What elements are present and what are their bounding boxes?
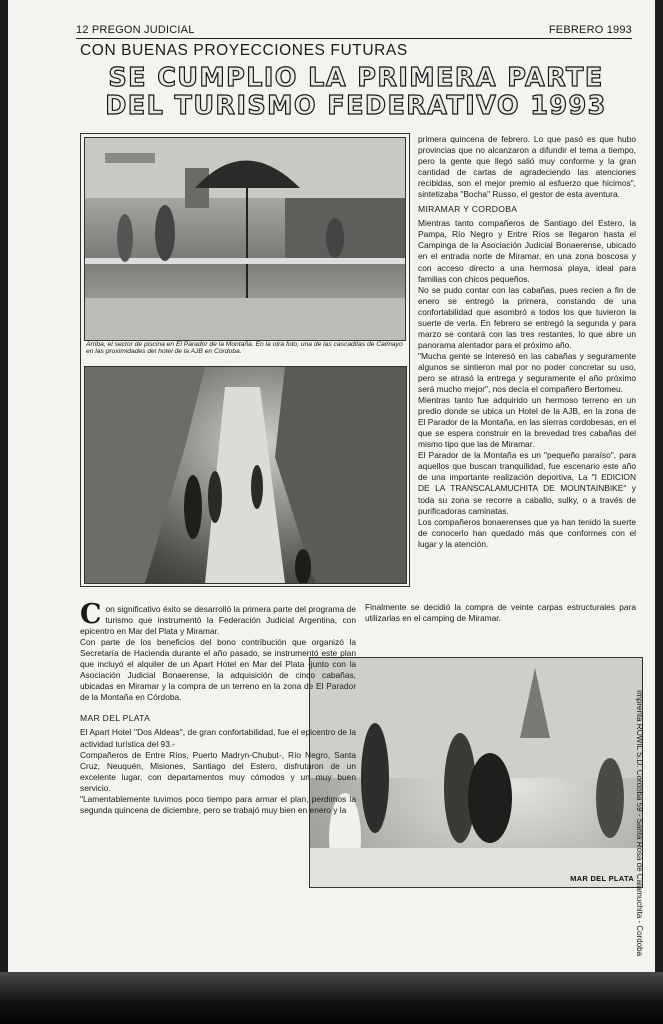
beach-scene-icon	[310, 658, 642, 887]
right-column-top	[418, 134, 636, 550]
subhead-mar-del-plata: MAR DEL PLATA	[80, 713, 151, 724]
issue-date: FEBRERO 1993	[548, 24, 632, 36]
left-paragraph: "Lamentablemente tuvimos poco tiempo para armar el plan, perdimos la segunda quincena de diciembre, pero se trabajó muy bien en enero y la	[80, 793, 356, 815]
photo-caption: Arriba, el sector de piscina en El Parador de la Montaña. En la otra foto, una de las cascaditas de Calmayo en las proximidades del hotel de la AJB en Córdoba.	[86, 341, 403, 356]
left-paragraph: Con parte de los beneficios del bono contribución que organizó la Secretaría de Hacienda durante el año pasado, se instrumentó este plan que incluyó el alquiler de un Apart Hotel en Mar del Plata -junto con la Asociación Judicial Bonaerense, la adquisición de cinco cabañas, ubicadas en Miramar y la compra de un terreno en la zona de El Parador de la Montaña en Córdoba.	[80, 637, 356, 703]
right-paragraph: Los compañeros bonaerenses que ya han tenido la suerte de conocerlo han quedado más que conformes con el lugar y la atención.	[418, 516, 636, 549]
right-paragraph: Mientras tanto compañeros de Santiago del Estero, la Pampa, Río Negro y Entre Ríos se llegaron hasta el Campinga de la Asociación Judicial Bonaerense, ubicado en el entrada norte de Miramar, en una zona boscosa y con acceso directo a una hermosa playa, ideal para familias con chicos pequeños.	[418, 218, 636, 284]
page-section-label: 12 PREGON JUDICIAL	[76, 24, 195, 36]
beach-dance-photo	[309, 657, 643, 888]
left-paragraph: Compañeros de Entre Ríos, Puerto Madryn-Chubut-, Río Negro, Santa Cruz, Neuquén, Misiones, Santiago del Estero, disfrutaron de un excelente lugar, con departamentos muy cómodos y un muy buen servicio.	[80, 749, 356, 793]
photo-location-label: MAR DEL PLATA	[570, 874, 634, 883]
drop-cap: C	[80, 599, 102, 630]
right-paragraph: Mientras tanto fue adquirido un hermoso terreno en un predio donde se ubica un Hotel de la AJB, en la zona de El Parador de la Montaña, en las sierras cordobesas, en el que se espera construir en la brevedad tres cabañas del mismo tipo que las de Miramar.	[418, 395, 636, 450]
right-paragraph: No se pudo contar con las cabañas, pues recien a fin de enero se entregó la primera, constando de una confortabilidad que asombró a todos los que tuvieron la suerte de verla. En febrero se entregó la segunda y para marzo se contará con las tres restantes, lo que abre un panorama alentador para el próximo año.	[418, 284, 636, 350]
left-column	[80, 599, 356, 816]
lead-paragraph: on significativo éxito se desarrolló la primera parte del programa de turismo que instrumentó la Federación Judicial Argentina, con epicentro en Mar del Plata y Miramar.	[80, 604, 356, 637]
right-paragraph: primera quincena de febrero. Lo que pasó es que hubo provincias que no alcanzaron a difundir el tema a tiempo, pero la gente que llegó salió muy conforme y la gran cantidad de cartas de agradeciendo las atenciones recibidas, son el mejor premio al esfuerzo que hicimos", sintetizaba "Bocha" Russo, el gestor de esta aventura.	[418, 134, 636, 200]
waterfall-photo	[84, 366, 407, 584]
right-paragraph: El Parador de la Montaña es un "pequeño paraíso", para aquellos que buscan tranquilidad, fue escenario este año de una importante realización deportiva, La "I EDICION DE LA TRANSCALAMUCHITA DE MOUNTAINBIKE" y toda su zona se recorre a caballo, sulky, o a través de purificadoras caminatas.	[418, 450, 636, 516]
subhead-miramar-cordoba: MIRAMAR Y CORDOBA	[418, 204, 518, 215]
article-headline	[80, 64, 632, 120]
header-rule	[76, 38, 632, 39]
headline-line-1: SE CUMPLIO LA PRIMERA PARTE	[108, 63, 604, 93]
right-paragraph: "Mucha gente se interesó en las cabañas y seguramente algunos se sintieron mal por no poder concretar su uso, pero se atrasó la entrega y seguramente el año próximo será mucho mejor", nos decía el compañero Bertomeu.	[418, 350, 636, 395]
scan-edge	[0, 972, 663, 1024]
pool-photo	[84, 137, 406, 341]
pool-scene-icon	[85, 138, 405, 340]
waterfall-scene-icon	[85, 367, 406, 583]
article-kicker: CON BUENAS PROYECCIONES FUTURAS	[80, 42, 408, 59]
right-column-bottom	[365, 602, 636, 624]
headline-line-2: DEL TURISMO FEDERATIVO 1993	[105, 91, 607, 121]
left-paragraph: El Apart Hotel ''Dos Aldeas'', de gran confortabilidad, fue el epicentro de la actividad turística del 93.-	[80, 727, 356, 749]
right-paragraph: Finalmente se decidió la compra de veinte carpas estructurales para utilizarlas en el camping de Miramar.	[365, 602, 636, 624]
printer-credit: Imprenta ROWIL S.D. Cordoba 59 - Santa Rosa de Calamuchita - Cordoba	[635, 690, 644, 957]
